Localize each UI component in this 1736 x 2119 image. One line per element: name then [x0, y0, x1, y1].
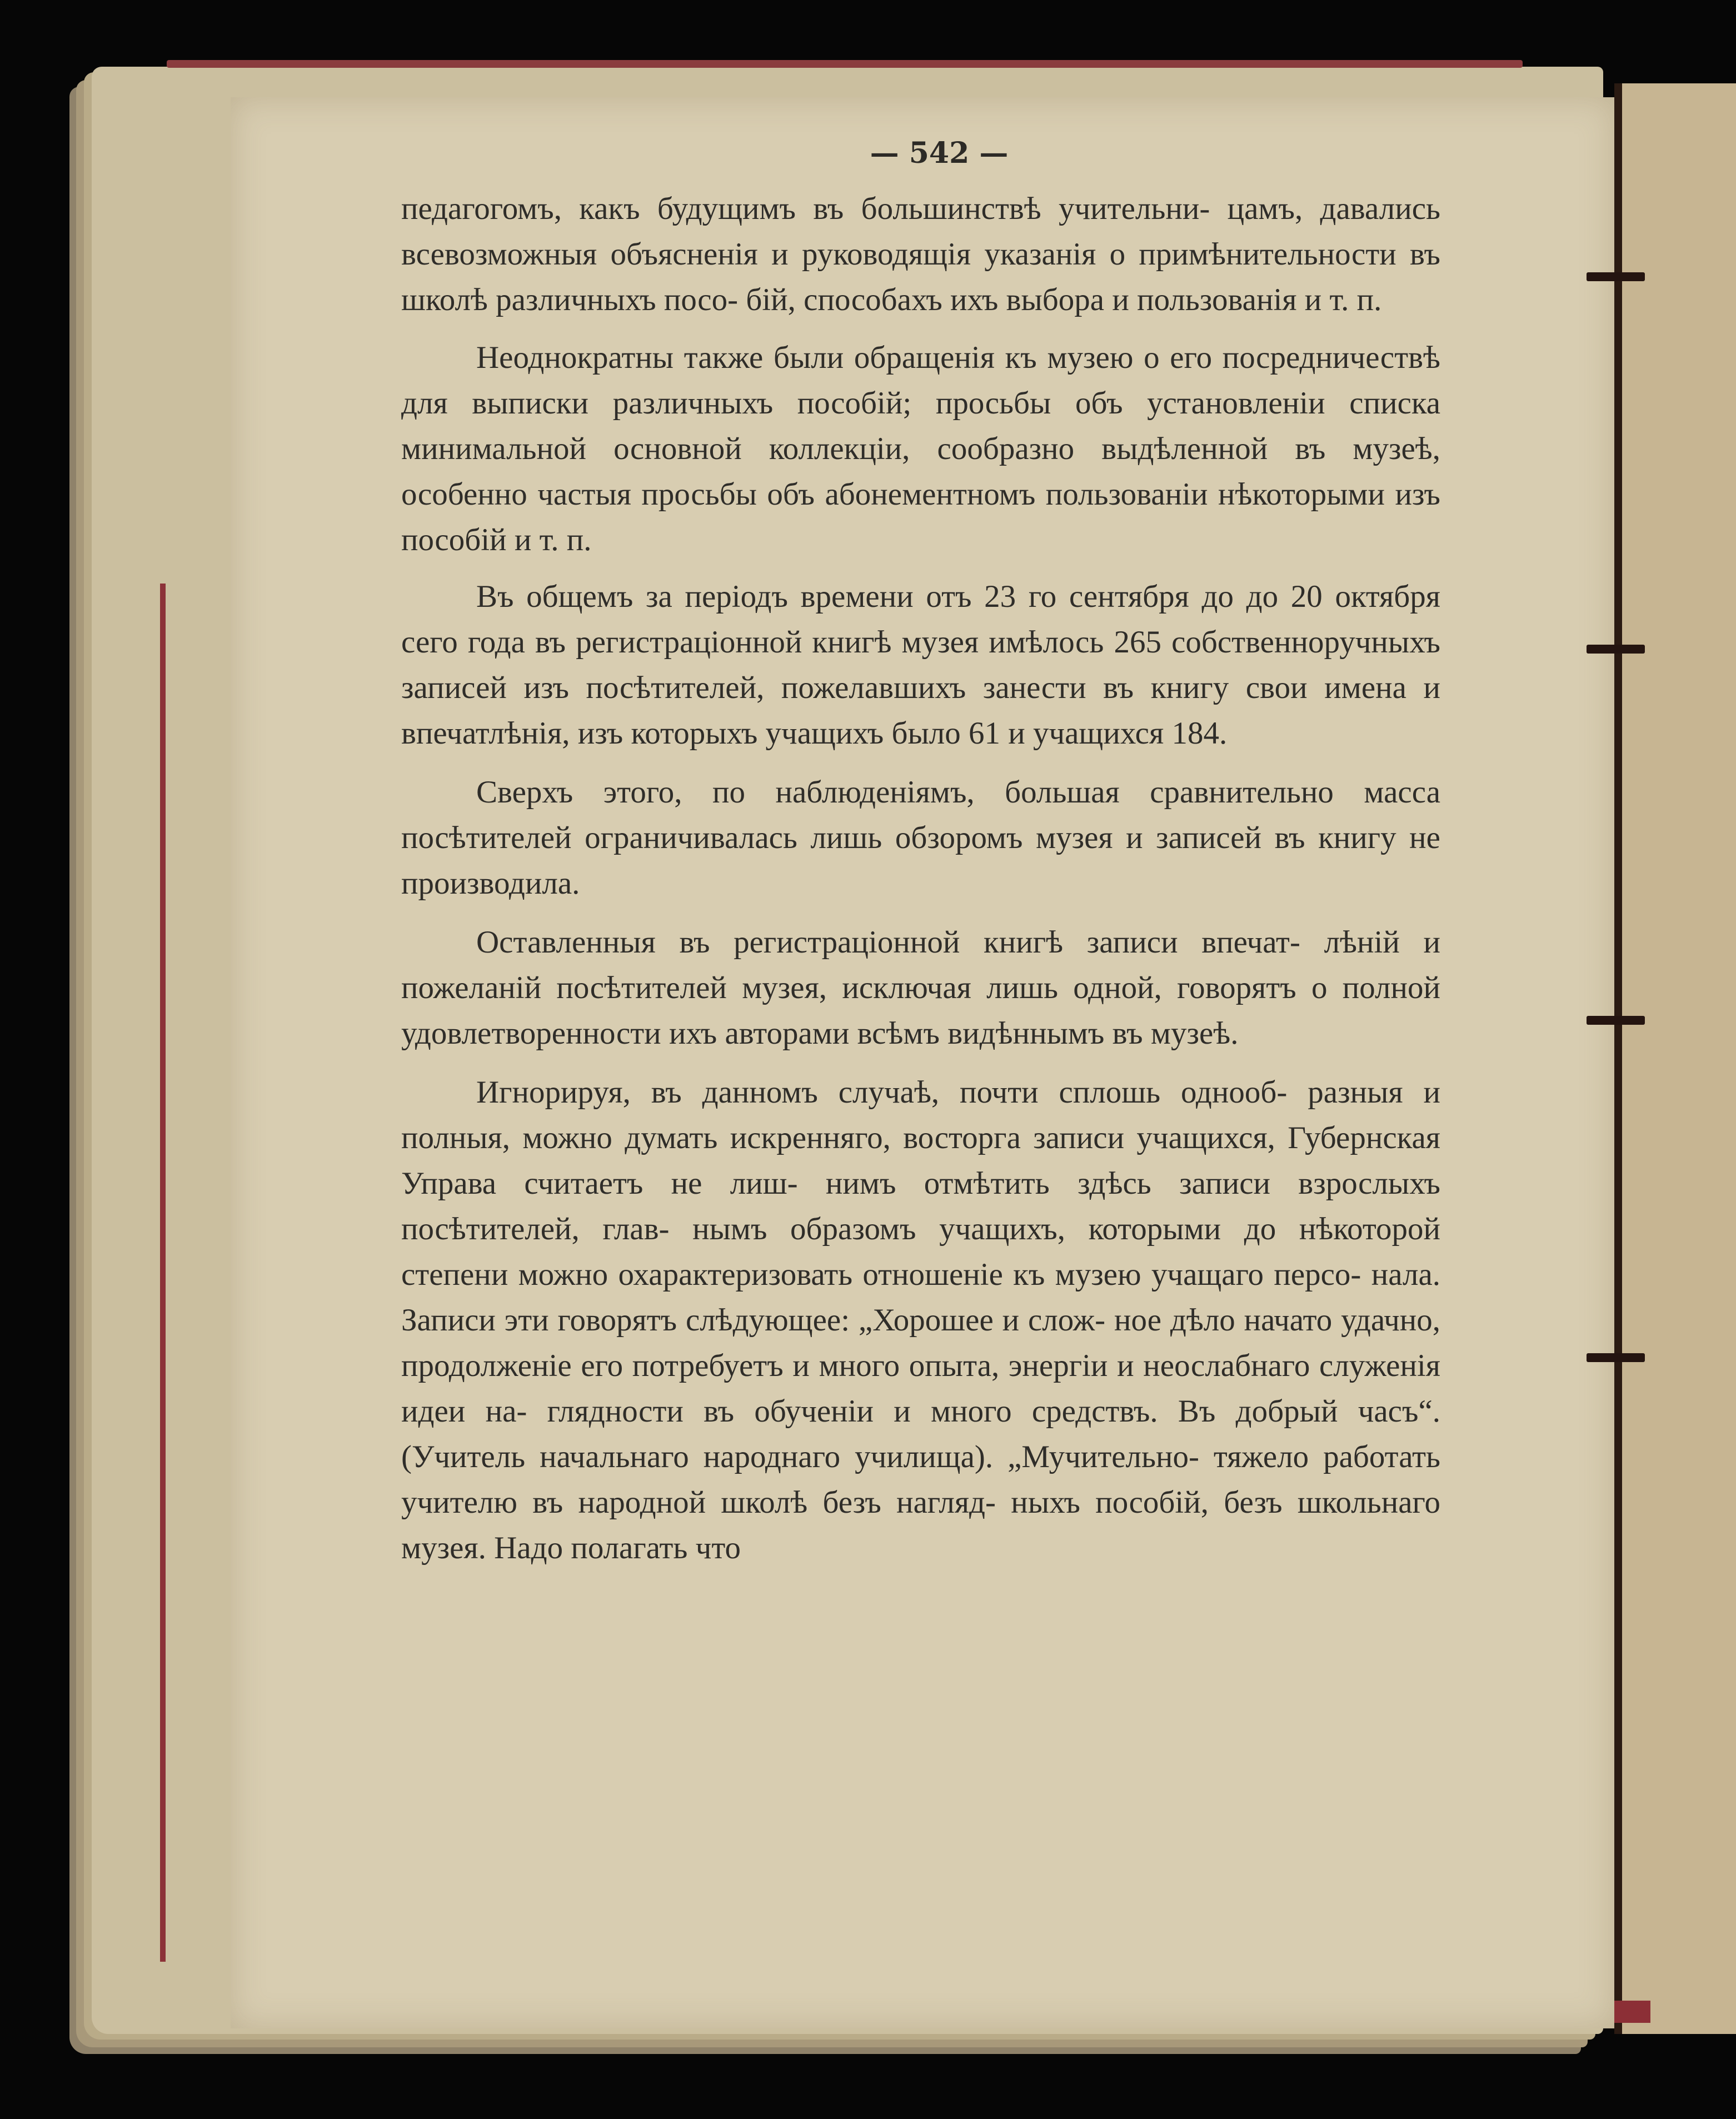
- paragraph: Сверхъ этого, по наблюденіямъ, большая сравнительно масса посѣтителей ограничивалась лишь обзоромъ музея и записей въ книгу не производила.: [401, 775, 1440, 901]
- adjacent-page-edge: [1614, 83, 1736, 2034]
- page-tab-mark: [1587, 1016, 1645, 1025]
- red-binding-left: [160, 584, 166, 1962]
- paragraph: Въ общемъ за періодъ времени отъ 23 го сентября до до 20 октября сего года въ регистраціонной книгѣ музея имѣлось 265 собственноручныхъ записей изъ посѣтителей, пожелавшихъ занести въ книгу свои имена и впечатлѣнія, изъ которыхъ учащихъ было 61 и учащихся 184.: [401, 579, 1440, 751]
- paragraph: Игнорируя, въ данномъ случаѣ, почти сплошь однооб- разныя и полныя, можно думать искренняго, восторга записи учащихся, Губернская Управа считаетъ не лиш- нимъ отмѣтить здѣсь записи взрослыхъ посѣтителей, глав- нымъ образомъ учащихъ, которыми до нѣкоторой степени можно охарактеризовать отношеніе къ музею учащаго персо- нала. Записи эти говорятъ слѣдующее: „Хорошее и слож- ное дѣло начато удачно, продолженіе его потребуетъ и много опыта, энергіи и неослабнаго служенія идеи на- глядности въ обученіи и много средствъ. Въ добрый часъ“. (Учитель начальнаго народнаго училища). „Мучительно- тяжело работать учителю въ народной школѣ безъ нагляд- ныхъ пособій, безъ школьнаго музея. Надо полагать что: [401, 1075, 1440, 1565]
- red-binding-top: [167, 60, 1523, 68]
- page-tab-mark: [1587, 272, 1645, 281]
- paragraph: Неоднократны также были обращенія къ музею о его посредничествѣ для выписки различныхъ пособій; просьбы объ установленіи списка минимальной основной коллекціи, сообразно выдѣленной въ музеѣ, особенно частыя просьбы объ абонементномъ пользованіи нѣкоторыми изъ пособій и т. п.: [401, 340, 1440, 557]
- page-body: [401, 186, 1440, 1571]
- paragraph: педагогомъ, какъ будущимъ въ большинствѣ учительни- цамъ, давались всевозможныя объясненія и руководящія указанія о примѣнительности въ школѣ различныхъ посо- бій, способахъ ихъ выбора и пользованія и т. п.: [401, 191, 1440, 317]
- page-tab-mark: [1587, 645, 1645, 654]
- page-number: — 542 —: [870, 136, 1009, 170]
- paragraph: Оставленныя въ регистраціонной книгѣ записи впечат- лѣній и пожеланій посѣтителей музея, исключая лишь одной, говорятъ о полной удовлетворенности ихъ авторами всѣмъ видѣннымъ въ музеѣ.: [401, 925, 1440, 1051]
- page-tab-mark: [1587, 1353, 1645, 1362]
